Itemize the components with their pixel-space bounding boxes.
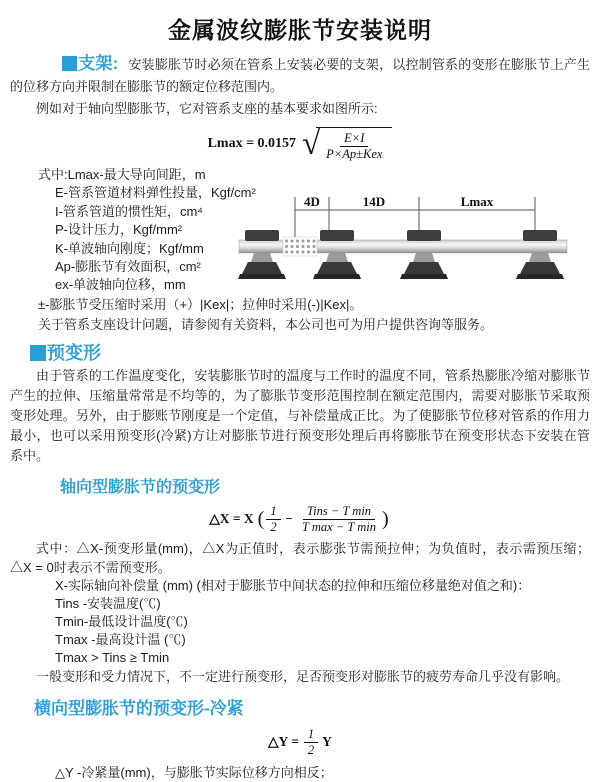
definition-line: P-设计压力，Kgf/mm² [55,222,183,238]
dim-label-4d: 4D [304,194,320,209]
definition-line: E-管系管道材料弹性投量，Kgf/cm² [55,185,256,201]
sqrt-content [316,127,392,162]
bellows-icon [283,237,317,256]
section-marker-icon [62,56,77,71]
pm-note: ±-膨胀节受压缩时采用（+）|Kex|；拉伸时采用(-)|Kex|。 [38,297,363,312]
definitions-and-diagram [0,166,600,295]
axial-formula-prefix: △X = X [209,511,254,526]
pipe-support [400,230,448,279]
note-line: Tmax -最高设计温 (℃) [55,632,186,647]
support-intro-paragraph [10,53,590,98]
axial-subtitle: 轴向型膨胀节的预变形 [60,479,221,496]
lateral-formula-prefix: △Y = [268,734,299,749]
half-fraction [304,727,318,758]
definition-line: I-管系管道的惯性矩，cm⁴ [55,203,203,219]
predeform-heading-label: 预变形 [47,343,101,363]
close-paren: ) [381,508,389,530]
pipe-support [238,230,286,279]
lmax-numerator: E×I [340,131,368,147]
predeform-section-heading [30,343,600,363]
definition-line: 式中:Lmax-最大导向间距，m [38,167,206,182]
lateral-note: △Y -冷紧量(mm)，与膨胀节实际位移方向相反； [55,765,333,780]
half-den: 2 [307,742,315,757]
support-intro-text: 安装膨胀节时必须在管系上安装必要的支架，以控制管系的变形在膨胀节上产生的位移方向并限制在膨胀节的额定位移范围内。 [10,57,590,94]
page-title: 金属波纹膨胀节安装说明 [168,17,432,43]
document-page [0,12,600,780]
pipe-support [313,230,361,279]
pipe-support-diagram [237,194,571,294]
lmax-fraction [322,131,386,162]
note-line: 一般变形和受力情况下，不一定进行预变形，足否预变形对膨胀节的疲劳寿命几乎没有影响。 [36,669,570,684]
definition-line: K-单波轴向刚度；Kgf/mm [55,240,204,256]
temp-den: T max − T min [302,519,376,534]
note-line: Tmin-最低设计温度(℃) [55,614,188,629]
definition-line: Ap-膨胀节有效面积，cm² [55,259,201,275]
lateral-subtitle: 横向型膨胀节的预变形-冷紧 [34,699,244,718]
support-section-heading: 支架: [78,54,119,73]
axial-formula [0,501,600,537]
temperature-fraction [298,504,380,535]
lateral-formula [0,727,600,757]
pipe-stub [239,240,283,253]
lmax-formula-prefix: Lmax = 0.0157 [207,136,297,151]
temp-num: Tins − T min [303,504,375,520]
minus-operator: − [285,511,294,526]
half-fraction [266,504,280,535]
half-den: 2 [270,519,277,534]
sqrt-icon: √ [302,126,321,162]
half-num: 1 [304,727,318,743]
note-line: Tins -安装温度(℃) [55,596,161,611]
dim-label-lmax: Lmax [460,194,494,209]
section-marker-icon [30,345,46,361]
note-line: Tmax > Tins ≥ Tmin [55,650,170,665]
axial-notes [0,539,600,686]
support-example-line: 例如对于轴向型膨胀节，它对管系支座的基本要求如图所示: [36,101,378,116]
dim-label-14d: 14D [362,194,386,209]
note-line: X-实际轴向补偿量 (mm) (相对于膨胀节中间状态的拉伸和压缩位移量绝对值之和)： [55,578,531,593]
lmax-denominator: P×Ap±Kex [326,146,383,161]
open-paren: ( [257,508,265,530]
predeform-paragraph: 由于管系的工作温度变化，安装膨胀节时的温度与工作时的温度不同，管系热膨胀冷缩对膨胀节产生的拉伸、压缩量常常是不均等的，为了膨胀节变形范围控制在额定范围内，需要对膨胀节采取预变形处理。另外，由于膨账节刚度是一个定值，与补偿量成正比。为了使膨胀节位移对管系的作用力最小，也可以采用预变形(冷紧)方让对膨胀节进行预变形处理后再将膨胀节在预变形状态下安装在管系中。 [10,368,590,463]
note-line: 式中：△X-预变形量(mm)，△X为正值时，表示膨张节需预拉伸；为负值时，表示需预压缩；△X = 0时表示不需预变形。 [10,541,590,575]
pipe-main [317,240,567,253]
half-num: 1 [266,504,280,520]
lmax-formula [0,127,600,161]
pipe-support [516,230,564,279]
definition-line: ex-单波轴向位移，mm [55,277,186,293]
consult-note: 关于管系支座设计问题，请参阅有关资料，本公司也可为用户提供咨询等服务。 [38,316,494,332]
lateral-formula-suffix: Y [322,734,332,749]
